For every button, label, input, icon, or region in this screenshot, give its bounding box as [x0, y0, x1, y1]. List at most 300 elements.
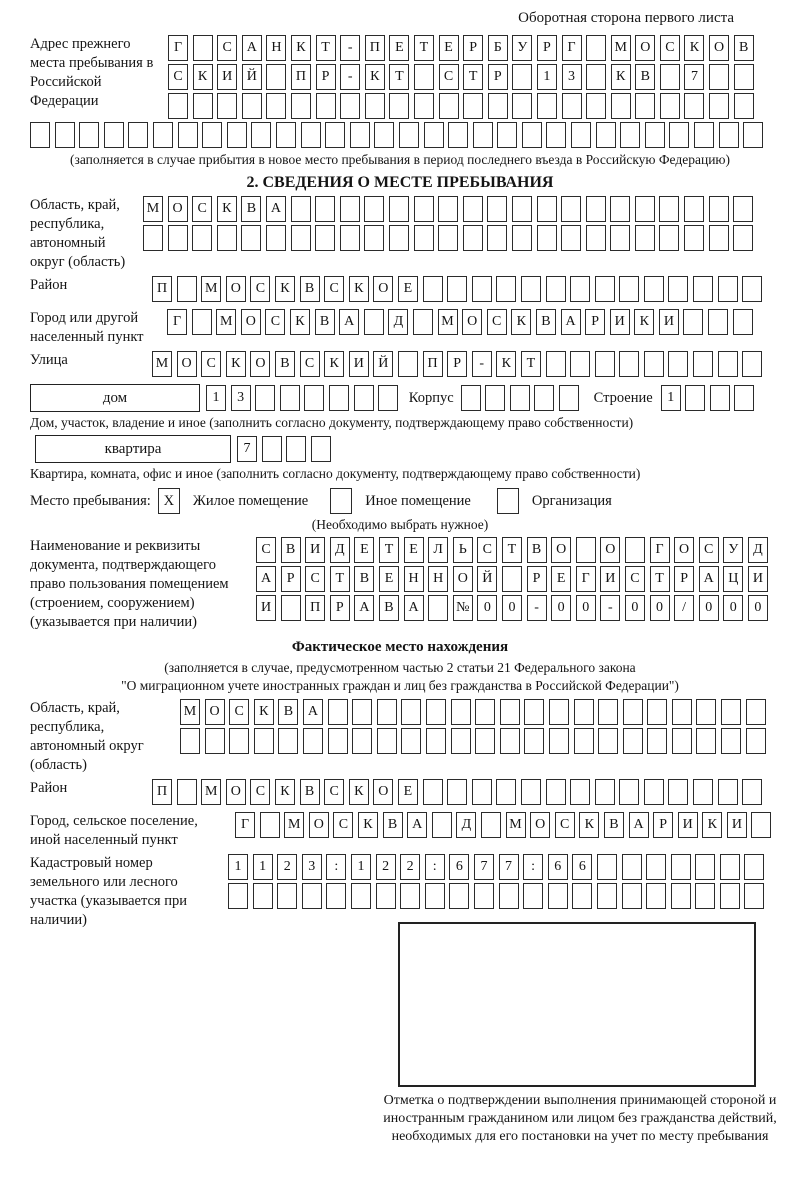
form-cell [401, 728, 421, 754]
form-cell: И [256, 595, 276, 621]
form-cell [439, 93, 459, 119]
fact-city-field [30, 812, 770, 850]
form-cell [389, 225, 409, 251]
form-cell: Е [379, 566, 399, 592]
form-cell [463, 196, 483, 222]
form-cell: О [226, 779, 246, 805]
form-cell: О [241, 309, 261, 335]
form-cell [644, 351, 664, 377]
form-cell [475, 699, 495, 725]
form-cell [570, 779, 590, 805]
form-cell: Т [389, 64, 409, 90]
stamp-caption: Отметка о подтверждении выполнения принимающей стороной и иностранным гражданином или лицом без гражданства действий, необходимых для его постановки на учет по месту пребывания [383, 1093, 777, 1144]
street-label: Улица [30, 352, 68, 368]
form-cell [428, 595, 448, 621]
form-cell [733, 196, 753, 222]
form-cell [329, 385, 349, 411]
form-cell [586, 35, 606, 61]
cadastre-label: Кадастровый номер земельного или лесного участка (указывается при наличии) [30, 855, 187, 928]
form-cell [559, 385, 579, 411]
form-cell: Д [456, 812, 476, 838]
form-cell: В [281, 537, 301, 563]
fact-oblast-row-2 [180, 728, 770, 754]
form-cell: М [180, 699, 200, 725]
stroenie-label: Строение [593, 389, 653, 406]
form-cell [424, 122, 444, 148]
form-cell [451, 728, 471, 754]
form-cell [635, 225, 655, 251]
form-cell [625, 537, 645, 563]
form-cell [377, 728, 397, 754]
form-cell: К [291, 35, 311, 61]
form-cell [316, 93, 336, 119]
form-cell: 6 [572, 854, 592, 880]
form-cell: М [152, 351, 172, 377]
form-cell: С [555, 812, 575, 838]
form-cell: С [168, 64, 188, 90]
form-cell [193, 35, 213, 61]
form-cell [217, 93, 237, 119]
form-cell [302, 883, 322, 909]
prev-address-row-1 [168, 35, 758, 61]
street-row [152, 351, 767, 377]
form-cell: О [168, 196, 188, 222]
form-cell [645, 122, 665, 148]
form-cell [291, 196, 311, 222]
document-field [30, 537, 770, 632]
form-cell [595, 276, 615, 302]
form-cell: С [333, 812, 353, 838]
form-cell: С [439, 64, 459, 90]
form-cell: 0 [551, 595, 571, 621]
form-cell [709, 225, 729, 251]
form-cell: К [193, 64, 213, 90]
document-row-3 [256, 595, 772, 621]
form-cell [718, 276, 738, 302]
form-cell: К [349, 276, 369, 302]
form-cell: 0 [625, 595, 645, 621]
form-cell [281, 595, 301, 621]
form-cell: 2 [400, 854, 420, 880]
form-cell [523, 883, 543, 909]
form-cell: 0 [748, 595, 768, 621]
form-cell [217, 225, 237, 251]
stamp-area [30, 922, 777, 1146]
form-cell [534, 385, 554, 411]
form-cell: И [748, 566, 768, 592]
form-cell [180, 728, 200, 754]
oblast-row-2 [143, 225, 758, 251]
form-cell: Г [235, 812, 255, 838]
form-cell: К [217, 196, 237, 222]
form-cell: К [275, 276, 295, 302]
form-cell [278, 728, 298, 754]
form-cell: Г [576, 566, 596, 592]
form-cell: О [530, 812, 550, 838]
form-cell: - [340, 64, 360, 90]
form-cell [669, 122, 689, 148]
document-row-1 [256, 537, 772, 563]
form-cell [672, 728, 692, 754]
form-cell [546, 276, 566, 302]
form-cell: А [407, 812, 427, 838]
form-cell [744, 854, 764, 880]
form-cell [720, 854, 740, 880]
form-cell [364, 225, 384, 251]
form-cell: В [604, 812, 624, 838]
form-cell: Р [316, 64, 336, 90]
form-cell [646, 854, 666, 880]
form-cell [242, 93, 262, 119]
form-cell: С [256, 537, 276, 563]
form-cell: Т [521, 351, 541, 377]
form-cell [351, 883, 371, 909]
form-cell: Е [551, 566, 571, 592]
cadastre-field [30, 854, 770, 930]
form-cell: : [425, 854, 445, 880]
form-cell [586, 225, 606, 251]
form-cell: Е [398, 779, 418, 805]
form-cell [524, 699, 544, 725]
form-cell: С [625, 566, 645, 592]
form-cell: А [303, 699, 323, 725]
form-cell: Т [650, 566, 670, 592]
form-cell [622, 883, 642, 909]
form-cell: Г [562, 35, 582, 61]
form-cell [472, 276, 492, 302]
form-cell [143, 225, 163, 251]
form-cell [499, 883, 519, 909]
form-cell: Т [330, 566, 350, 592]
kvartira-row [30, 435, 770, 463]
fact-oblast-label: Область, край, республика, автономный округ (область) [30, 700, 144, 773]
form-cell [742, 779, 762, 805]
form-cell: № [453, 595, 473, 621]
form-cell [398, 351, 418, 377]
form-cell: О [250, 351, 270, 377]
form-cell [496, 779, 516, 805]
form-cell: В [527, 537, 547, 563]
form-cell: В [734, 35, 754, 61]
form-cell: - [527, 595, 547, 621]
form-cell: А [404, 595, 424, 621]
form-cell: Г [168, 35, 188, 61]
form-cell: П [365, 35, 385, 61]
form-cell: 0 [699, 595, 719, 621]
form-cell [597, 854, 617, 880]
form-cell: С [217, 35, 237, 61]
form-cell: М [201, 779, 221, 805]
prev-address-caption: (заполняется в случае прибытия в новое место пребывания в период последнего въезда в Российскую Федерацию) [69, 152, 731, 167]
form-cell: К [496, 351, 516, 377]
form-cell [696, 699, 716, 725]
form-cell [644, 779, 664, 805]
form-cell: Т [379, 537, 399, 563]
form-cell: Ь [453, 537, 473, 563]
form-cell [694, 122, 714, 148]
dom-row [30, 384, 770, 412]
form-cell [340, 93, 360, 119]
fact-oblast-field [30, 699, 770, 775]
form-cell [79, 122, 99, 148]
oblast-field [30, 196, 770, 272]
form-cell [463, 93, 483, 119]
prev-address-row-3 [168, 93, 758, 119]
form-cell: С [265, 309, 285, 335]
form-cell: С [250, 276, 270, 302]
form-cell [619, 276, 639, 302]
form-cell: К [226, 351, 246, 377]
form-cell [364, 196, 384, 222]
form-cell: Е [404, 537, 424, 563]
form-cell [315, 225, 335, 251]
form-cell: П [152, 779, 172, 805]
city-label: Город или другой населенный пункт [30, 310, 144, 345]
form-cell: В [278, 699, 298, 725]
form-cell [685, 385, 705, 411]
prev-address-field [30, 35, 770, 122]
form-cell: С [324, 276, 344, 302]
form-cell [537, 93, 557, 119]
kvartira-caption: Квартира, комната, офис и иное (заполнить согласно документу, подтверждающему право собственности) [30, 466, 641, 481]
form-cell [485, 385, 505, 411]
fact-raion-label: Район [30, 780, 68, 796]
form-cell: Й [242, 64, 262, 90]
form-cell [512, 196, 532, 222]
form-cell [708, 309, 728, 335]
form-cell: Т [502, 537, 522, 563]
form-cell [620, 122, 640, 148]
form-cell [304, 385, 324, 411]
form-cell: Т [463, 64, 483, 90]
form-cell: О [551, 537, 571, 563]
form-cell: М [143, 196, 163, 222]
form-cell: Р [585, 309, 605, 335]
form-cell [266, 93, 286, 119]
fact-city-row [235, 812, 776, 838]
form-cell: Е [354, 537, 374, 563]
form-cell: П [423, 351, 443, 377]
form-cell [251, 122, 271, 148]
form-cell [521, 276, 541, 302]
form-cell [241, 225, 261, 251]
form-cell: У [512, 35, 532, 61]
checkbox-organizatsiya [497, 488, 519, 514]
form-cell [447, 779, 467, 805]
form-cell [744, 883, 764, 909]
page-side-note: Оборотная сторона первого листа [518, 10, 734, 26]
form-cell [611, 93, 631, 119]
form-cell: О [635, 35, 655, 61]
form-cell [253, 883, 273, 909]
form-cell: К [611, 64, 631, 90]
form-cell: О [600, 537, 620, 563]
form-cell [548, 883, 568, 909]
form-cell: 1 [253, 854, 273, 880]
form-cell: И [349, 351, 369, 377]
form-cell: В [275, 351, 295, 377]
prev-address-row-2 [168, 64, 758, 90]
option-label-organizatsiya: Организация [531, 492, 612, 509]
form-cell [522, 122, 542, 148]
document-label: Наименование и реквизиты документа, подтверждающего право пользования помещением (строением, сооружением) (указывается при наличии) [30, 538, 229, 630]
form-cell [595, 351, 615, 377]
form-cell [570, 351, 590, 377]
form-cell [709, 196, 729, 222]
form-cell: 2 [376, 854, 396, 880]
form-cell: Д [388, 309, 408, 335]
oblast-label: Область, край, республика, автономный округ (область) [30, 197, 126, 270]
form-cell [733, 225, 753, 251]
form-cell: А [266, 196, 286, 222]
form-cell [574, 728, 594, 754]
form-cell [596, 122, 616, 148]
form-cell: Г [167, 309, 187, 335]
form-cell [512, 64, 532, 90]
form-cell: Н [404, 566, 424, 592]
form-cell: 0 [502, 595, 522, 621]
form-cell: К [365, 64, 385, 90]
form-cell [461, 385, 481, 411]
form-cell [597, 883, 617, 909]
form-cell: И [610, 309, 630, 335]
form-cell [426, 699, 446, 725]
form-cell [426, 728, 446, 754]
form-cell [619, 779, 639, 805]
form-cell [128, 122, 148, 148]
form-cell: О [177, 351, 197, 377]
form-cell: В [300, 779, 320, 805]
form-cell [328, 699, 348, 725]
form-cell [340, 196, 360, 222]
form-cell [55, 122, 75, 148]
form-cell [205, 728, 225, 754]
form-cell [695, 854, 715, 880]
dom-box: дом [30, 384, 200, 412]
form-cell [562, 93, 582, 119]
form-cell: О [373, 276, 393, 302]
prev-address-row-4 [30, 122, 770, 148]
form-cell: Р [330, 595, 350, 621]
form-cell: К [684, 35, 704, 61]
form-cell: В [635, 64, 655, 90]
form-cell [537, 225, 557, 251]
form-cell [684, 93, 704, 119]
form-cell: - [340, 35, 360, 61]
form-cell [521, 779, 541, 805]
form-cell [720, 883, 740, 909]
form-cell [487, 196, 507, 222]
kvartira-box: квартира [35, 435, 231, 463]
form-cell: И [217, 64, 237, 90]
kvartira-cells [237, 436, 335, 462]
form-cell: Г [650, 537, 670, 563]
stroenie-cells [661, 385, 759, 411]
form-cell: Й [477, 566, 497, 592]
form-cell [647, 728, 667, 754]
form-cell [743, 122, 763, 148]
form-cell [718, 351, 738, 377]
form-cell [668, 276, 688, 302]
form-cell [481, 812, 501, 838]
form-cell [276, 122, 296, 148]
form-cell: К [324, 351, 344, 377]
form-cell [546, 122, 566, 148]
form-cell [423, 779, 443, 805]
form-cell [734, 93, 754, 119]
oblast-row-1 [143, 196, 758, 222]
form-cell: И [727, 812, 747, 838]
form-cell: И [600, 566, 620, 592]
form-cell: А [561, 309, 581, 335]
form-cell: В [300, 276, 320, 302]
form-cell [352, 728, 372, 754]
fact-caption-line1: (заполняется в случае, предусмотренном частью 2 статьи 21 Федерального закона [164, 660, 636, 675]
form-cell: М [611, 35, 631, 61]
form-cell: К [634, 309, 654, 335]
form-cell [668, 779, 688, 805]
fact-raion-row [152, 779, 767, 805]
form-cell [635, 196, 655, 222]
form-cell: 1 [206, 385, 226, 411]
korpus-cells [461, 385, 584, 411]
checkbox-zhiloe-pomeshchenie: X [158, 488, 180, 514]
form-cell [622, 854, 642, 880]
form-cell: Р [447, 351, 467, 377]
form-cell [311, 436, 331, 462]
form-cell: Р [463, 35, 483, 61]
form-cell [546, 779, 566, 805]
form-cell: 2 [277, 854, 297, 880]
form-cell [693, 779, 713, 805]
form-cell [400, 883, 420, 909]
form-cell [447, 276, 467, 302]
form-cell [192, 309, 212, 335]
form-cell [377, 699, 397, 725]
form-cell: С [487, 309, 507, 335]
form-cell: В [315, 309, 335, 335]
form-cell [561, 225, 581, 251]
form-cell: / [674, 595, 694, 621]
form-cell [193, 93, 213, 119]
form-cell: П [152, 276, 172, 302]
form-cell: С [660, 35, 680, 61]
fact-city-label: Город, сельское поселение, иной населенный пункт [30, 813, 198, 848]
form-cell [635, 93, 655, 119]
form-cell [742, 351, 762, 377]
form-cell [168, 93, 188, 119]
form-cell: К [275, 779, 295, 805]
form-cell [192, 225, 212, 251]
form-cell [598, 699, 618, 725]
form-cell [168, 225, 188, 251]
form-cell: 7 [237, 436, 257, 462]
form-cell [586, 64, 606, 90]
form-cell: С [305, 566, 325, 592]
form-cell: Т [414, 35, 434, 61]
mesto-label: Место пребывания: [30, 492, 151, 509]
form-cell [644, 276, 664, 302]
form-cell: К [579, 812, 599, 838]
form-cell [684, 225, 704, 251]
form-cell [474, 883, 494, 909]
form-cell: Р [674, 566, 694, 592]
form-cell [693, 351, 713, 377]
form-cell [178, 122, 198, 148]
form-cell: 1 [537, 64, 557, 90]
form-cell: Л [428, 537, 448, 563]
form-cell: Й [373, 351, 393, 377]
